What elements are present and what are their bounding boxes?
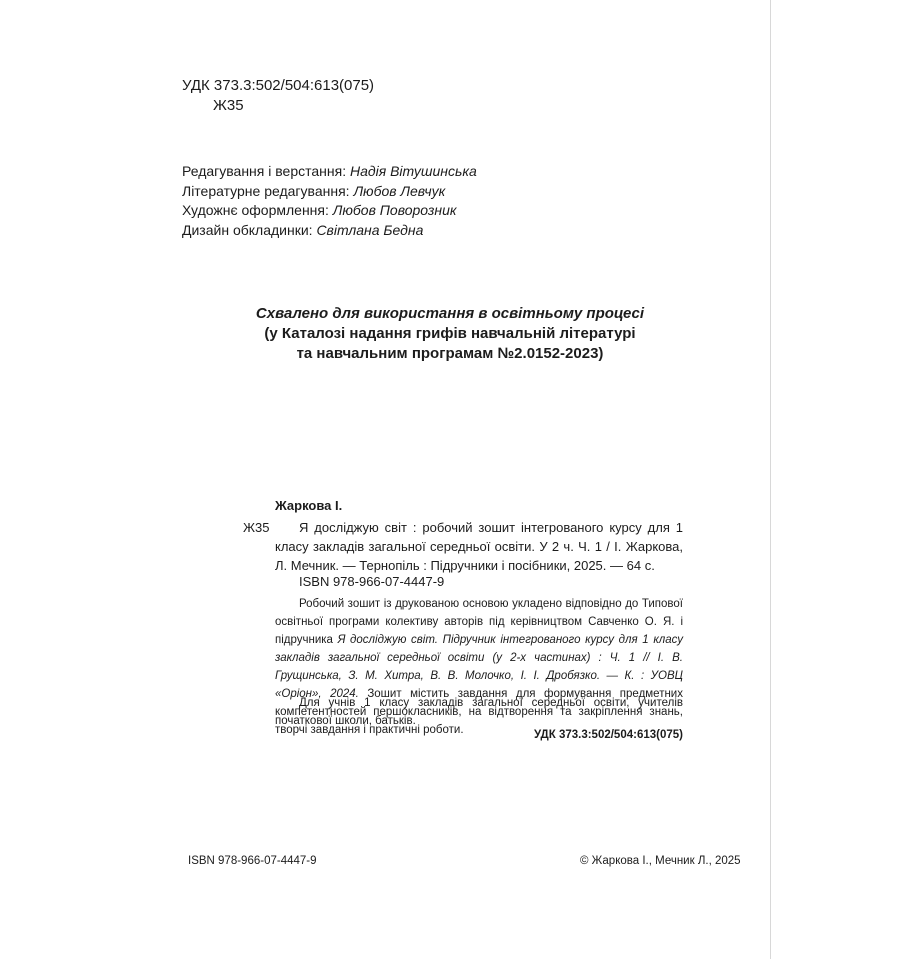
approval-line-3: та навчальним програмам №2.0152-2023): [296, 345, 604, 362]
credit-person: Світлана Бедна: [316, 221, 424, 238]
approval-line-1: Схвалено для використання в освітньому процесі: [255, 305, 645, 322]
credit-person: Любов Поворозник: [332, 202, 457, 218]
credit-person: Надія Вітушинська: [349, 163, 477, 179]
catalog-audience: Для учнів 1 класу закладів загальної середньої освіти, учителів початкової школи, батьків.: [275, 697, 683, 727]
credit-editing: [182, 162, 477, 182]
credit-person: Любов Левчук: [353, 182, 446, 199]
credit-cover-design: [182, 221, 477, 241]
credit-literary-editing: [182, 182, 477, 202]
credit-role: Художнє оформлення:: [182, 202, 333, 218]
catalog-isbn: ISBN 978-966-07-4447-9: [299, 574, 445, 589]
abstract-text-part-1: Робочий зошит із друкованою основою укладено відповідно до Типової освітньої програми колективу авторів під керівництвом Савченко О. Я. і підручника: [275, 598, 683, 646]
page-edge-line: [770, 0, 771, 959]
footer-isbn: ISBN 978-966-07-4447-9: [188, 855, 317, 867]
author-index: Ж35: [213, 97, 244, 114]
udk-code: УДК 373.3:502/504:613(075): [182, 77, 375, 94]
credit-role: Редагування і верстання:: [182, 163, 350, 179]
footer-copyright: © Жаркова І., Мечник Л., 2025: [580, 855, 741, 867]
abstract-textbook-reference: Я досліджую світ. Підручник інтегрованого курсу для 1 класу закладів загальної середньої освіти (у 2-х частинах) : Ч. 1 // І. В. Грущинська, З. М. Хитра, В. В. Молочко, І. І. Дробязко. — К. : УОВЦ «Оріон», 2024.: [275, 634, 683, 700]
catalog-entry: Я досліджую світ : робочий зошит інтегрованого курсу для 1 класу закладів загальної середньої освіти. У 2 ч. Ч. 1 / І. Жаркова, Л. Мечник. — Тернопіль : Підручники і посібники, 2025. — 64 с.: [275, 520, 683, 573]
approval-notice: [190, 304, 710, 364]
credits-block: [182, 162, 477, 240]
abstract-text-part-2: Зошит містить завдання для формування предметних компетентностей першокласників, на відтворення та закріплення знань, творчі завдання і практичні роботи.: [275, 688, 683, 736]
credit-role: Літературне редагування:: [182, 182, 354, 199]
credit-art-design: [182, 201, 477, 221]
catalog-author-code: Ж35: [243, 520, 270, 535]
catalog-author: Жаркова І.: [275, 498, 343, 513]
udk-header: [182, 76, 374, 116]
credit-role: Дизайн обкладинки:: [182, 221, 317, 238]
catalog-udk: УДК 373.3:502/504:613(075): [533, 729, 683, 741]
approval-line-2: (у Каталозі надання грифів навчальній літературі: [264, 325, 636, 342]
